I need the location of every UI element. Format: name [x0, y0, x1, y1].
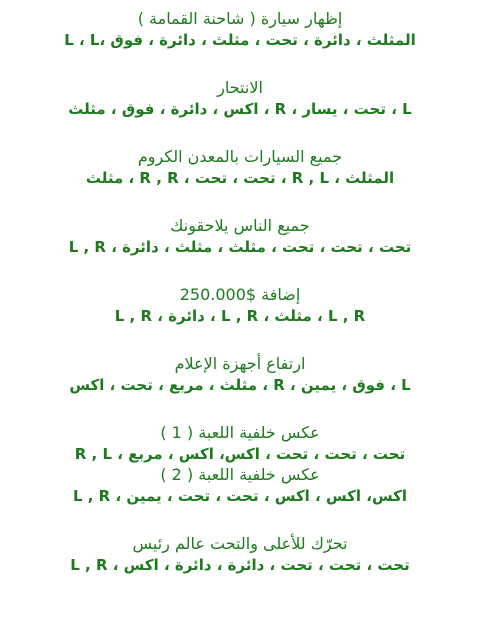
cheat-title: عكس خلفية اللعبة ( 2 ) [160, 465, 320, 484]
cheat-title: إظهار سيارة ( شاحنة القمامة ) [137, 9, 343, 28]
cheat-entry [0, 422, 480, 464]
cheat-entry [0, 464, 480, 506]
cheat-code: L ، فوق ، يمين ، R ، مثلث ، مربع ، تحت ، اكس [69, 376, 411, 394]
cheat-title: إضافة $250.000 [179, 285, 301, 304]
cheat-code: تحت ، تحت ، تحت ، دائرة ، دائرة ، اكس ، L , R [70, 556, 410, 574]
cheat-code: المثلث ، R , L ، تحت ، تحت ، R , R ، مثلث [85, 169, 395, 187]
cheat-title: جميع السيارات بالمعدن الكروم [137, 147, 343, 166]
cheat-code: المثلث ، دائرة ، تحت ، مثلث ، دائرة ، فوق ،L ، L [64, 31, 416, 49]
cheat-code: تحت ، تحت ، تحت ، اكس، اكس ، مربع ، R , L [74, 445, 406, 463]
cheat-title: الانتحار [217, 78, 263, 97]
cheat-code: اكس، اكس ، اكس ، تحت ، تحت ، يمين ، L , R [72, 487, 408, 505]
cheat-title: عكس خلفية اللعبة ( 1 ) [160, 423, 320, 442]
cheat-entry [0, 8, 480, 50]
cheat-code: L , R ، مثلث ، L , R ، دائرة ، L , R [114, 307, 366, 325]
cheat-entry [0, 284, 480, 326]
cheat-entry [0, 353, 480, 395]
cheat-entry [0, 146, 480, 188]
cheat-entry [0, 533, 480, 575]
cheat-entry [0, 215, 480, 257]
cheat-code: L ، تحت ، يسار ، R ، اكس ، دائرة ، فوق ، مثلث [68, 100, 412, 118]
cheat-title: جميع الناس يلاحقونك [170, 216, 310, 235]
cheat-entry [0, 77, 480, 119]
cheat-code: تحت ، تحت ، تحت ، مثلث ، مثلث ، دائرة ، L , R [68, 238, 412, 256]
cheat-title: تحرّك للأعلى والتحت عالم رئيس [132, 534, 348, 553]
cheat-title: ارتفاع أجهزة الإعلام [174, 354, 306, 373]
